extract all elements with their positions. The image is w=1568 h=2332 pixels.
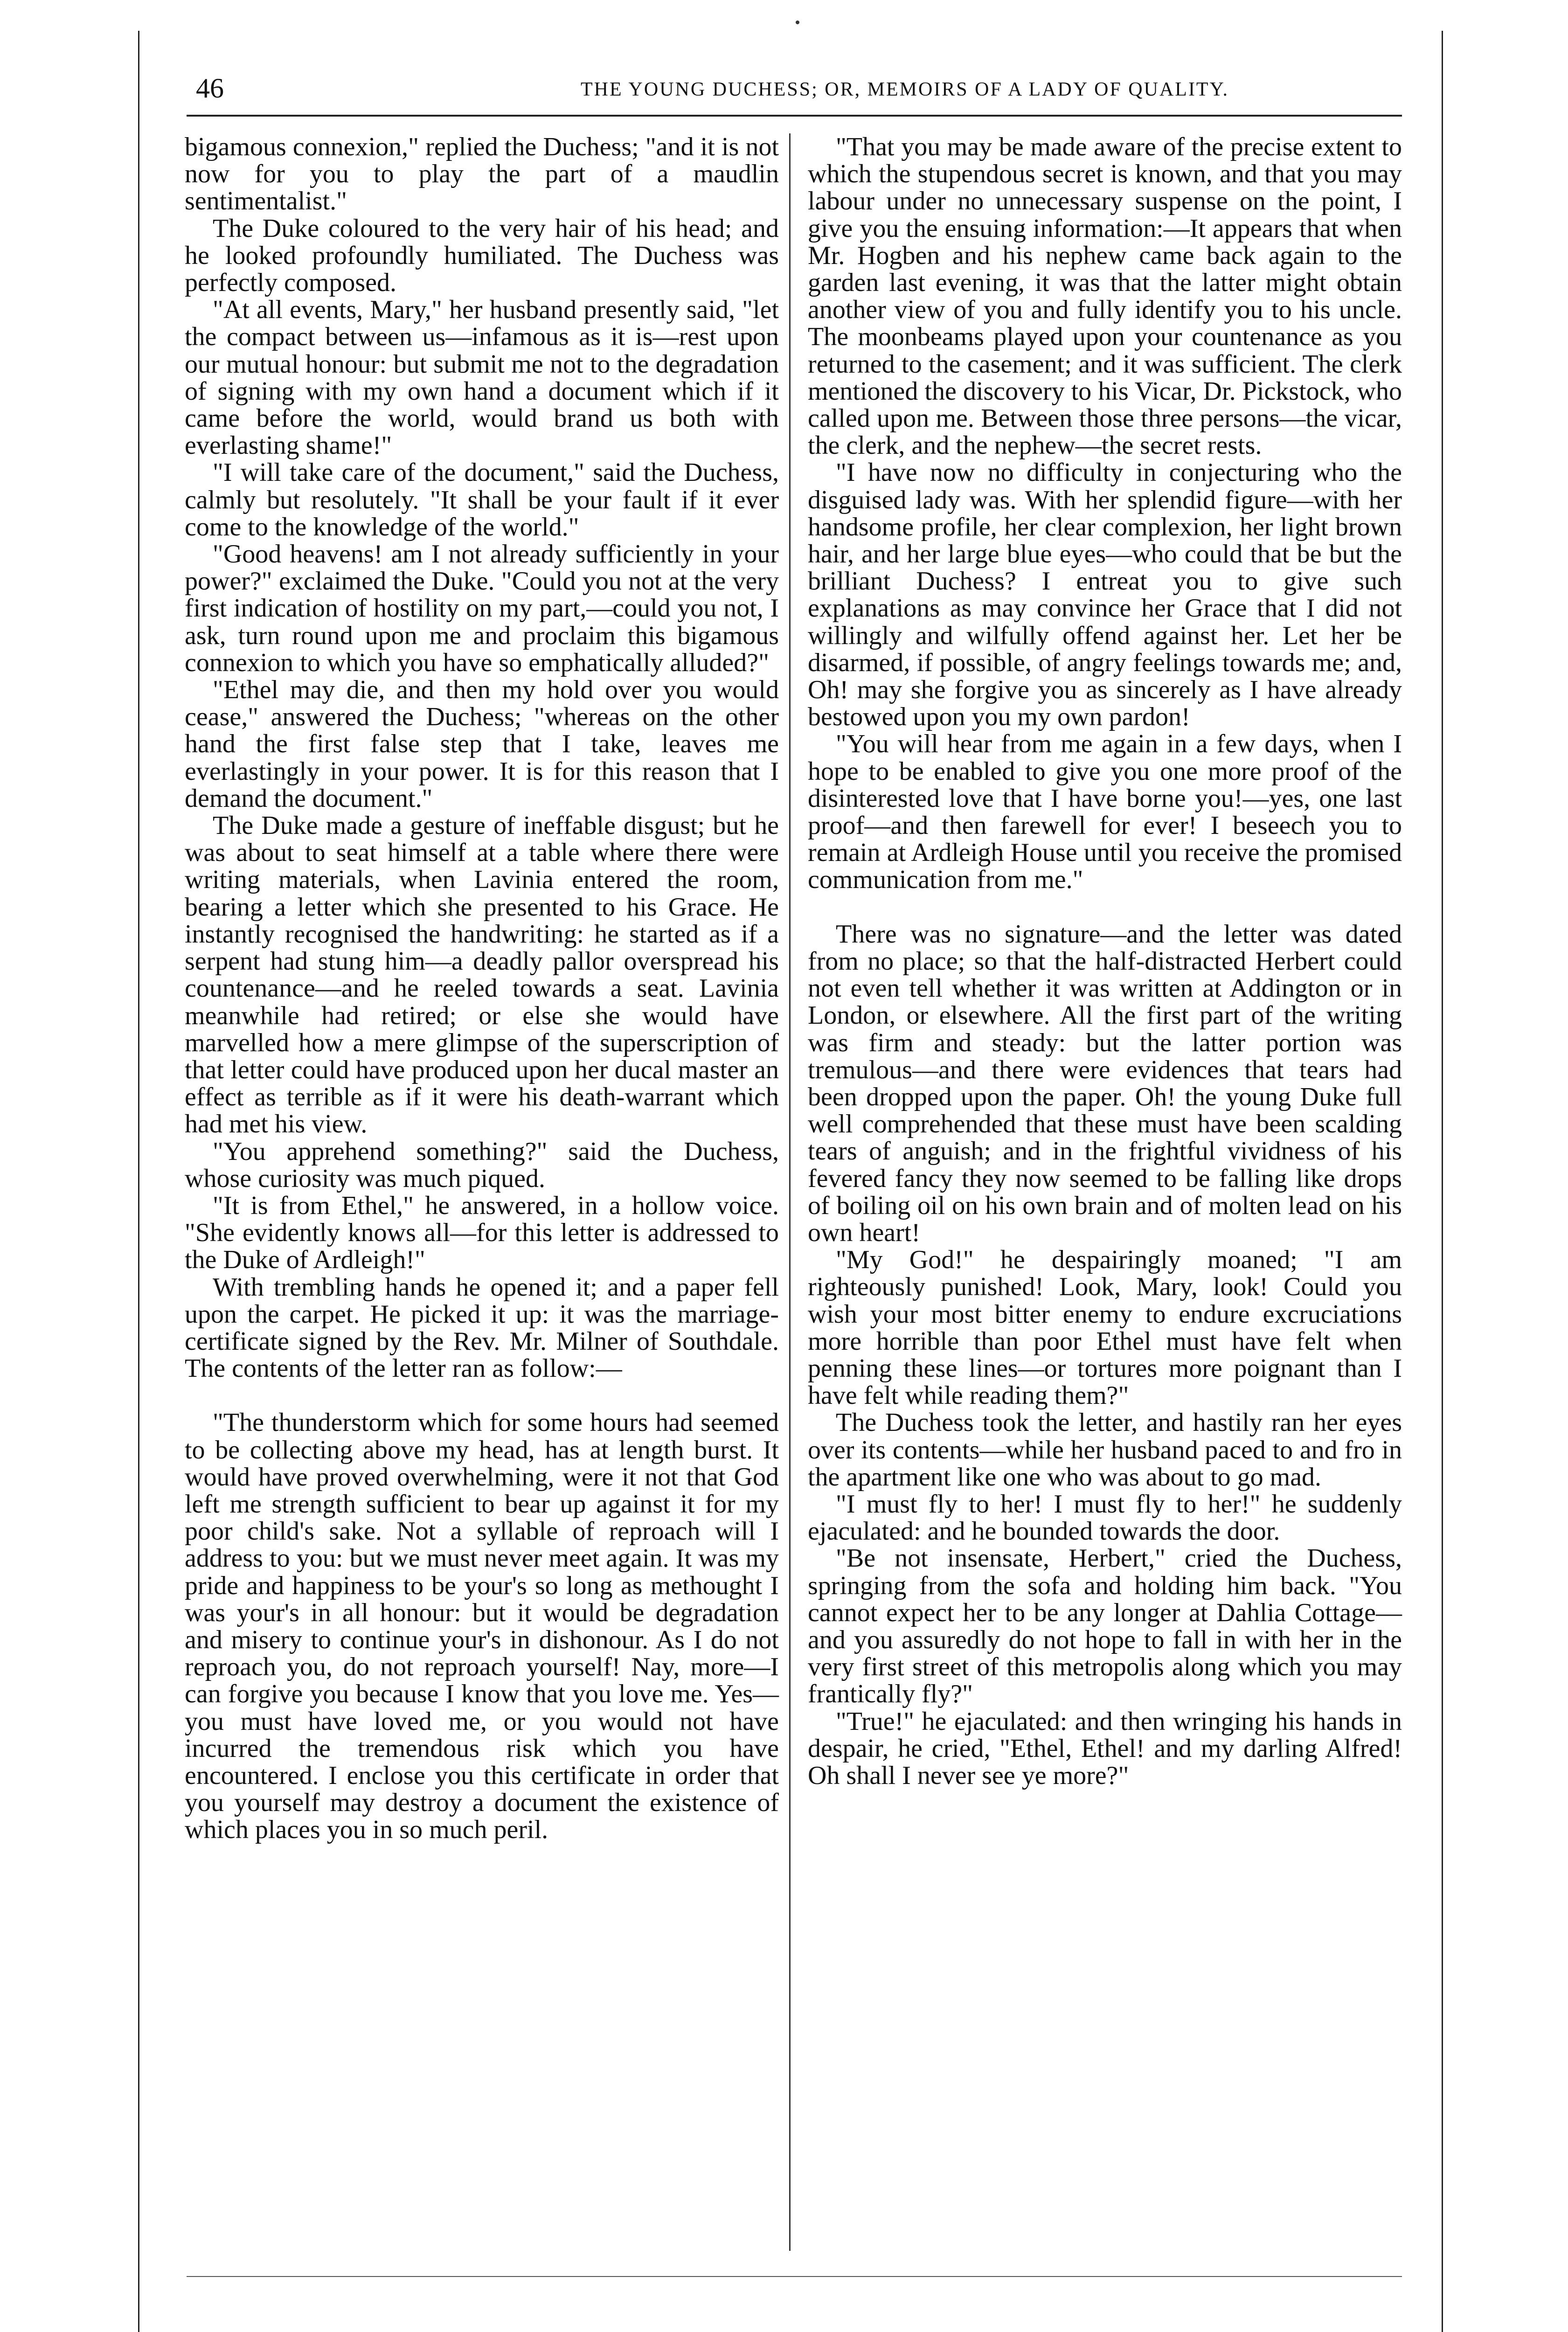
paragraph: The Duke coloured to the very hair of his head; and he looked profoundly humiliated. The Duchess was perfectly composed.: [185, 214, 779, 298]
letter-paragraph: "You will hear from me again in a few days, when I hope to be enabled to give you one more proof of the disinterested love that I have borne you!—yes, one last proof—and then farewell for ever! I beseech you to remain at Ardleigh House until you receive the promised communication from me.": [808, 729, 1402, 895]
ink-dot: [796, 21, 799, 24]
paragraph: There was no signature—and the letter was dated from no place; so that the half-distracted Herbert could not even tell whether it was written at Addington or in London, or elsewhere. All the first part of the writing was firm and steady: but the latter portion was tremulous—and there were evidences that tears had been dropped upon the paper. Oh! the young Duke full well comprehended that these must have been scalding tears of anguish; and in the frightful vividness of his fevered fancy they now seemed to be falling like drops of boiling oil on his own brain and of molten lead on his own heart!: [808, 919, 1402, 1247]
paragraph: "You apprehend something?" said the Duchess, whose curiosity was much piqued.: [185, 1137, 779, 1193]
paragraph: The Duchess took the letter, and hastily ran her eyes over its contents—while her husband paced to and fro in the apartment like one who was about to go mad.: [808, 1408, 1402, 1492]
letter-paragraph: "The thunderstorm which for some hours had seemed to be collecting above my head, has at length burst. It would have proved overwhelming, were it not that God left me strength sufficient to bear up against it for my poor child's sake. Not a syllable of reproach will I address to you: but we must never meet again. It was my pride and happiness to be your's so long as methought I was your's in all honour: but it would be degradation and misery to continue your's in dishonour. As I do not reproach you, do not reproach yourself! Nay, more—I can forgive you because I know that you love me. Yes—you must have loved me, or you would not have incurred the tremendous risk which you have encountered. I enclose you this certificate in order that you yourself may destroy a document the existence of which places you in so much peril.: [185, 1408, 779, 1845]
paragraph: bigamous connexion," replied the Duchess; "and it is not now for you to play the part of a maudlin sentimentalist.": [185, 132, 779, 216]
paragraph: "I must fly to her! I must fly to her!" he suddenly ejaculated: and he bounded towards the door.: [808, 1489, 1402, 1546]
running-head: [187, 69, 1402, 106]
header-rule: [187, 115, 1402, 117]
letter-paragraph: "I have now no difficulty in conjecturing who the disguised lady was. With her splendid figure—with her handsome profile, her clear complexion, her light brown hair, and her large blue eyes—who could that be but the brilliant Duchess? I entreat you to give such explanations as may convince her Grace that I did not willingly and wilfully offend against her. Let her be disarmed, if possible, of angry feelings towards me; and, Oh! may she forgive you as sincerely as I have already bestowed upon you my own pardon!: [808, 458, 1402, 732]
paragraph: "Be not insensate, Herbert," cried the Duchess, springing from the sofa and holding him back. "You cannot expect her to be any longer at Dahlia Cottage—and you assuredly do not hope to fall in with her in the very first street of this metropolis along which you may frantically fly?": [808, 1544, 1402, 1709]
right-column: [808, 133, 1402, 1789]
column-divider: [789, 133, 791, 2251]
left-column: [185, 133, 779, 1844]
paragraph: "I will take care of the document," said the Duchess, calmly but resolutely. "It shall be your fault if it ever come to the knowledge of the world.": [185, 458, 779, 541]
paragraph: "Ethel may die, and then my hold over you would cease," answered the Duchess; "whereas on the other hand the first false step that I take, leaves me everlastingly in your power. It is for this reason that I demand the document.": [185, 675, 779, 813]
paragraph: "Good heavens! am I not already sufficiently in your power?" exclaimed the Duke. "Could you not at the very first indication of hostility on my part,—could you not, I ask, turn round upon me and proclaim this bigamous connexion to which you have so emphatically alluded?": [185, 540, 779, 677]
paragraph: With trembling hands he opened it; and a paper fell upon the carpet. He picked it up: it was the marriage-certificate signed by the Rev. Mr. Milner of Southdale. The contents of the letter ran as follow:—: [185, 1272, 779, 1383]
paragraph: "At all events, Mary," her husband presently said, "let the compact between us—infamous as it is—rest upon our mutual honour: but submit me not to the degradation of signing with my own hand a document which if it came before the world, would brand us both with everlasting shame!": [185, 295, 779, 460]
page-header-title: THE YOUNG DUCHESS; OR, MEMOIRS OF A LADY OF QUALITY.: [580, 79, 1229, 100]
page-number: 46: [196, 73, 224, 104]
paragraph: "True!" he ejaculated: and then wringing his hands in despair, he cried, "Ethel, Ethel! and my darling Alfred! Oh shall I never see ye more?": [808, 1707, 1402, 1790]
paragraph: "It is from Ethel," he answered, in a hollow voice. "She evidently knows all—for this letter is addressed to the Duke of Ardleigh!": [185, 1191, 779, 1275]
bottom-rule: [187, 2276, 1402, 2277]
paragraph: The Duke made a gesture of ineffable disgust; but he was about to seat himself at a table where there were writing materials, when Lavinia entered the room, bearing a letter which she presented to his Grace. He instantly recognised the handwriting: he started as if a serpent had stung him—a deadly pallor overspread his countenance—and he reeled towards a seat. Lavinia meanwhile had retired; or else she would have marvelled how a mere glimpse of the superscription of that letter could have produced upon her ducal master an effect as terrible as if it were his death-warrant which had met his view.: [185, 811, 779, 1139]
paragraph: "My God!" he despairingly moaned; "I am righteously punished! Look, Mary, look! Could you wish your most bitter enemy to endure excruciations more horrible than poor Ethel must have felt when penning these lines—or tortures more poignant than I have felt while reading them?": [808, 1245, 1402, 1410]
letter-paragraph: "That you may be made aware of the precise extent to which the stupendous secret is known, and that you may labour under no unnecessary suspense on the point, I give you the ensuing information:—It appears that when Mr. Hogben and his nephew came back again to the garden last evening, it was that the latter might obtain another view of you and fully identify you to his uncle. The moonbeams played upon your countenance as you returned to the casement; and it was sufficient. The clerk mentioned the discovery to his Vicar, Dr. Pickstock, who called upon me. Between those three persons—the vicar, the clerk, and the nephew—the secret rests.: [808, 132, 1402, 460]
